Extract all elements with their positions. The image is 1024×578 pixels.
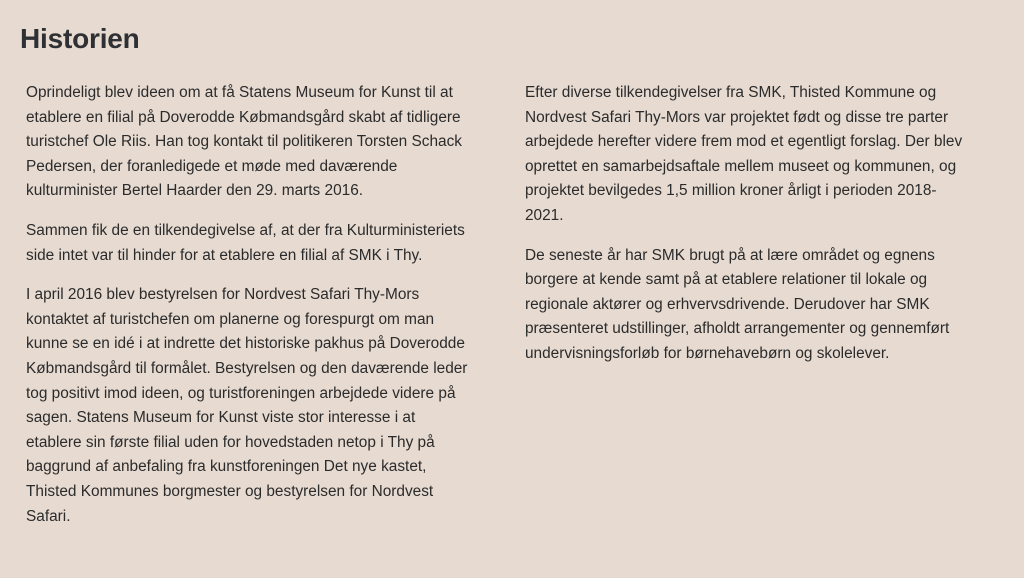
text-line: Safari. <box>26 507 71 525</box>
section-title: Historien <box>20 23 140 54</box>
text-line: undervisningsforløb for børnehavebørn og skolelever. <box>525 344 890 362</box>
text-line: turistchef Ole Riis. Han tog kontakt til politikeren Torsten Schack <box>26 133 462 151</box>
text-line: Thisted Kommunes borgmester og bestyrelsen for Nordvest <box>26 482 434 500</box>
text-line: I april 2016 blev bestyrelsen for Nordvest Safari Thy-Mors <box>26 286 420 304</box>
text-line: etablere sin første filial uden for hovedstaden netop i Thy på <box>26 433 435 451</box>
text-line: Pedersen, der foranledigede et møde med daværende <box>26 157 398 175</box>
paragraph-recent-years <box>525 244 985 367</box>
paragraph-project-funding <box>525 81 985 229</box>
text-line: oprettet en samarbejdsaftale mellem museet og kommunen, og <box>525 157 957 175</box>
text-line: Købmandsgård til formålet. Bestyrelsen og den daværende leder <box>26 359 468 377</box>
text-line: regionale aktører og erhvervsdrivende. Derudover har SMK <box>525 295 930 313</box>
text-line: sagen. Statens Museum for Kunst viste stor interesse i at <box>26 409 416 427</box>
text-line: Nordvest Safari Thy-Mors var projektet født og disse tre parter <box>525 108 949 126</box>
text-line: etablere en filial på Doverodde Købmandsgård skabt af tidligere <box>26 108 461 126</box>
text-line: Efter diverse tilkendegivelser fra SMK, Thisted Kommune og <box>525 84 937 101</box>
text-line: præsenteret udstillinger, afholdt arrangementer og gennemført <box>525 320 950 338</box>
paragraph-board-contact <box>26 283 504 529</box>
text-line: kunne se en idé i at indrette det historiske pakhus på Doverodde <box>26 335 465 353</box>
paragraph-origin <box>26 81 504 204</box>
text-line: projektet bevilgedes 1,5 million kroner årligt i perioden 2018- <box>525 182 937 200</box>
text-line: 2021. <box>525 206 564 224</box>
text-line: borgere at kende samt på at etablere relationer til lokale og <box>525 271 928 289</box>
text-line: side intet var til hinder for at etablere en filial af SMK i Thy. <box>26 246 423 264</box>
text-line: De seneste år har SMK brugt på at lære området og egnens <box>525 246 935 264</box>
text-line: Sammen fik de en tilkendegivelse af, at der fra Kulturministeriets <box>26 221 465 239</box>
left-column <box>26 81 504 544</box>
text-line: baggrund af anbefaling fra kunstforeningen Det nye kastet, <box>26 458 427 476</box>
text-line: Oprindeligt blev ideen om at få Statens Museum for Kunst til at <box>26 84 453 101</box>
text-line: tog positivt imod ideen, og turistforeningen arbejdede videre på <box>26 384 456 402</box>
text-line: kontaktet af turistchefen om planerne og forespurgt om man <box>26 310 435 328</box>
text-line: kulturminister Bertel Haarder den 29. marts 2016. <box>26 182 364 200</box>
paragraph-endorsement <box>26 219 504 268</box>
text-line: arbejdede herefter videre frem mod et egentligt forslag. Der blev <box>525 133 963 151</box>
right-column <box>525 81 985 382</box>
